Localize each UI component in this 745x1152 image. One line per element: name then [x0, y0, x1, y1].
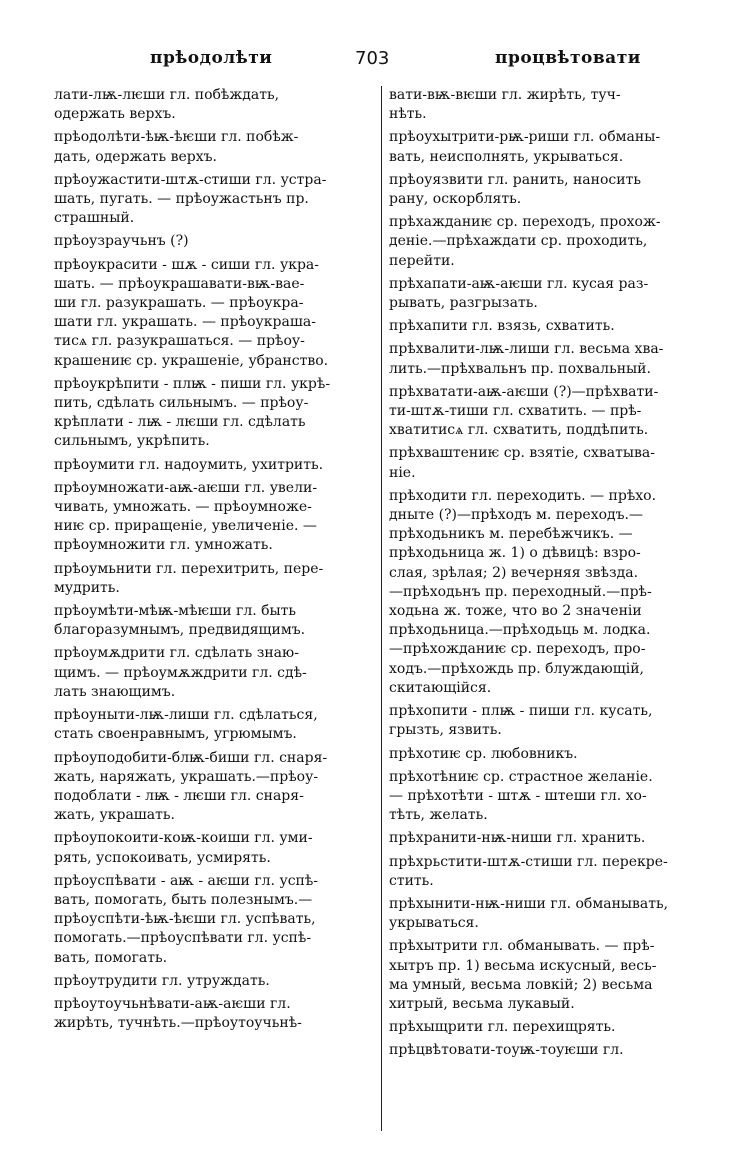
entry-line: ши гл. разукрашать. — прѣоукра-: [54, 295, 304, 312]
entry-line: хытръ пр. 1) весьма искусный, весь-: [389, 957, 657, 974]
entry-line: жать, наряжать, украшать.—прѣоу-: [54, 768, 319, 785]
entry-line: благоразумнымъ, предвидящимъ.: [54, 622, 306, 639]
dictionary-entry: [389, 937, 709, 1014]
entry-line: вати-вѭ-вѥши гл. жирѣть, туч-: [389, 87, 621, 103]
dictionary-entry: [54, 644, 374, 702]
entry-line: прѣоукрасити - шѫ - сиши гл. укра-: [54, 256, 319, 273]
dictionary-entry: [389, 444, 709, 482]
dictionary-columns: [54, 86, 719, 1136]
dictionary-entry: [389, 1041, 709, 1060]
dictionary-entry: [389, 128, 709, 166]
entry-line: лать знающимъ.: [54, 683, 176, 700]
entry-line: —прѣходьнъ пр. переходный.—прѣ-: [389, 583, 652, 600]
entry-line: ти-штѫ-тиши гл. схватить. — прѣ-: [389, 403, 642, 420]
entry-line: прѣоужастити-штѫ-стиши гл. устра-: [54, 171, 327, 188]
entry-line: мудрить.: [54, 579, 120, 596]
entry-line: дныте (?)—прѣходъ м. переходъ.—: [389, 507, 643, 524]
entry-line: шать. — прѣоукрашавати-вѭ-вае-: [54, 275, 305, 292]
entry-line: стать своенравнымъ, угрюмымъ.: [54, 726, 297, 743]
entry-line: прѣоутоучьнѣвати-аѭ-аѥши гл.: [54, 995, 291, 1012]
right-column: [389, 86, 709, 1136]
entry-line: прѣоухытрити-рѭ-риши гл. обманы-: [389, 129, 661, 146]
dictionary-entry: [389, 383, 709, 441]
entry-line: прѣхвалити-лѭ-лиши гл. весьма хва-: [389, 341, 664, 358]
entry-line: прѣоукрѣпити - плѭ - пиши гл. укрѣ-: [54, 375, 331, 392]
entry-line: вать, неисполнять, укрываться.: [389, 148, 624, 165]
entry-line: прѣхватати-аѭ-аѥши (?)—прѣхвати-: [389, 383, 659, 400]
entry-line: хватитисѧ гл. схватить, поддѣпить.: [389, 422, 649, 439]
entry-line: скитающійся.: [389, 679, 492, 696]
entry-line: тѣть, желать.: [389, 807, 488, 824]
dictionary-entry: [54, 86, 374, 124]
entry-line: прѣоумити гл. надоумить, ухитрить.: [54, 456, 324, 473]
entry-line: чивать, умножать. — прѣоумноже-: [54, 499, 312, 516]
header-right-word: процвѣтовати: [495, 48, 641, 68]
dictionary-entry: [54, 872, 374, 968]
entry-line: прѣоумѣти-мѣѭ-мѣѥши гл. быть: [54, 603, 297, 620]
dictionary-entry: [54, 972, 374, 991]
entry-line: —прѣхожданиѥ ср. переходъ, про-: [389, 641, 646, 658]
entry-line: прѣхынити-нѭ-ниши гл. обманывать,: [389, 895, 669, 912]
entry-line: нѣть.: [389, 106, 427, 123]
dictionary-entry: [54, 995, 374, 1033]
entry-line: прѣхваштениѥ ср. взятіе, схватыва-: [389, 445, 655, 462]
entry-line: прѣоутрудити гл. утруждать.: [54, 972, 270, 989]
entry-line: прѣходьникъ м. перебѣжчикъ. —: [389, 526, 633, 543]
entry-line: помогать.—прѣоуспѣвати гл. успѣ-: [54, 930, 312, 947]
entry-line: прѣхыщрити гл. перехищрять.: [389, 1019, 616, 1036]
entry-line: ходьна ж. тоже, что во 2 значеніи: [389, 603, 642, 620]
left-column: [54, 86, 374, 1136]
entry-line: шати гл. украшать. — прѣоукраша-: [54, 314, 316, 331]
entry-line: ма умный, весьма ловкій; 2) весьма: [389, 976, 653, 993]
page-header: [0, 48, 745, 78]
entry-line: ниѥ ср. приращеніе, увеличеніе. —: [54, 518, 317, 535]
dictionary-entry: [389, 829, 709, 848]
entry-line: крѣплати - лѭ - лѥши гл. сдѣлать: [54, 414, 306, 431]
entry-line: жать, украшать.: [54, 807, 175, 824]
dictionary-entry: [54, 375, 374, 452]
entry-line: вать, помогать, быть полезнымъ.—: [54, 891, 313, 908]
entry-line: стить.: [389, 872, 434, 889]
dictionary-entry: [389, 487, 709, 698]
entry-line: дать, одержать верхъ.: [54, 148, 217, 165]
entry-line: рять, успокоивать, усмирять.: [54, 849, 271, 866]
dictionary-entry: [54, 829, 374, 867]
entry-line: тисѧ гл. разукрашаться. — прѣоу-: [54, 333, 305, 350]
entry-line: сильнымъ, укрѣпить.: [54, 433, 210, 450]
entry-line: прѣхытрити гл. обманывать. — прѣ-: [389, 938, 655, 955]
entry-line: прѣоупокоити-коѭ-коиши гл. уми-: [54, 830, 313, 847]
dictionary-entry: [389, 702, 709, 740]
entry-line: ходъ.—прѣхождь пр. блуждающій,: [389, 660, 644, 677]
dictionary-entry: [389, 768, 709, 826]
entry-line: прѣхапати-аѭ-аѥши гл. кусая раз-: [389, 275, 649, 292]
entry-line: прѣходьница ж. 1) о дѣвицѣ: взро-: [389, 545, 641, 562]
dictionary-entry: [389, 340, 709, 378]
dictionary-entry: [54, 602, 374, 640]
entry-line: прѣхранити-нѭ-ниши гл. хранить.: [389, 830, 646, 847]
dictionary-entry: [389, 895, 709, 933]
dictionary-entry: [389, 1018, 709, 1037]
dictionary-entry: [54, 456, 374, 475]
entry-line: укрываться.: [389, 915, 479, 932]
dictionary-entry: [389, 213, 709, 271]
entry-line: прѣоумѫдрити гл. сдѣлать знаю-: [54, 645, 299, 662]
entry-line: прѣоуспѣти-ѣѭ-ѣѥши гл. успѣвать,: [54, 911, 316, 928]
entry-line: перейти.: [389, 252, 455, 269]
entry-line: подоблати - лѭ - лѥши гл. снаря-: [54, 787, 304, 804]
entry-line: — прѣхотѣти - штѫ - штеши гл. хо-: [389, 787, 647, 804]
dictionary-entry: [389, 275, 709, 313]
page-number: 703: [355, 48, 390, 69]
header-left-word: прѣодолѣти: [150, 48, 273, 68]
entry-line: грызть, язвить.: [389, 722, 502, 739]
entry-line: вать, помогать.: [54, 949, 168, 966]
entry-line: прѣхопити - плѭ - пиши гл. кусать,: [389, 703, 653, 720]
entry-line: одержать верхъ.: [54, 106, 176, 123]
entry-line: щимъ. — прѣоумѫждрити гл. сдѣ-: [54, 664, 307, 681]
dictionary-entry: [54, 560, 374, 598]
dictionary-entry: [54, 706, 374, 744]
dictionary-entry: [54, 128, 374, 166]
entry-line: прѣоузраучьнъ (?): [54, 233, 189, 250]
entry-line: лати-лѭ-лѥши гл. побѣждать,: [54, 87, 280, 103]
dictionary-entry: [389, 171, 709, 209]
entry-line: шать, пугать. — прѣоужастьнъ пр.: [54, 191, 309, 208]
entry-line: прѣхрьстити-штѫ-стиши гл. перекре-: [389, 853, 668, 870]
entry-line: рывать, разгрызать.: [389, 295, 538, 312]
entry-line: рану, оскорблять.: [389, 191, 522, 208]
entry-line: прѣходити гл. переходить. — прѣхо.: [389, 487, 657, 504]
entry-line: жирѣть, тучнѣть.—прѣоутоучьнѣ-: [54, 1015, 302, 1032]
dictionary-entry: [54, 232, 374, 251]
dictionary-entry: [54, 256, 374, 371]
dictionary-entry: [389, 745, 709, 764]
entry-line: прѣхапити гл. взязь, схватить.: [389, 318, 615, 335]
dictionary-entry: [389, 317, 709, 336]
entry-line: прѣходьница.—прѣходьць м. лодка.: [389, 622, 651, 639]
entry-line: слая, зрѣлая; 2) вечерняя звѣзда.: [389, 564, 639, 581]
dictionary-entry: [54, 479, 374, 556]
entry-line: прѣоуязвити гл. ранить, наносить: [389, 171, 641, 188]
entry-line: пить, сдѣлать сильнымъ. — прѣоу-: [54, 395, 309, 412]
entry-line: хитрый, весьма лукавый.: [389, 995, 575, 1012]
dictionary-entry: [54, 749, 374, 826]
entry-line: прѣхажданиѥ ср. переходъ, прохож-: [389, 214, 661, 231]
entry-line: прѣоумьнити гл. перехитрить, пере-: [54, 560, 324, 577]
entry-line: лить.—прѣхвальнъ пр. похвальный.: [389, 360, 651, 377]
entry-line: прѣоуподобити-блѭ-биши гл. снаря-: [54, 749, 328, 766]
entry-line: прѣцвѣтовати-тоуѭ-тоуѥши гл.: [389, 1042, 624, 1059]
entry-line: ніе.: [389, 464, 416, 481]
entry-line: прѣодолѣти-ѣѭ-ѣѥши гл. побѣж-: [54, 129, 299, 146]
dictionary-entry: [389, 853, 709, 891]
entry-line: прѣхотиѥ ср. любовникъ.: [389, 745, 578, 762]
entry-line: прѣоумножати-аѭ-аѥши гл. увели-: [54, 479, 318, 496]
entry-line: крашениѥ ср. украшеніе, убранство.: [54, 352, 329, 369]
entry-line: прѣоуспѣвати - аѭ - аѥши гл. успѣ-: [54, 872, 319, 889]
entry-line: прѣоумножити гл. умножать.: [54, 537, 273, 554]
entry-line: страшный.: [54, 210, 135, 227]
dictionary-entry: [54, 171, 374, 229]
column-divider: [381, 86, 382, 1131]
dictionary-entry: [389, 86, 709, 124]
entry-line: прѣоуныти-лѭ-лиши гл. сдѣлаться,: [54, 707, 318, 724]
entry-line: прѣхотѣниѥ ср. страстное желаніе.: [389, 768, 653, 785]
entry-line: деніе.—прѣхаждати ср. проходить,: [389, 233, 648, 250]
